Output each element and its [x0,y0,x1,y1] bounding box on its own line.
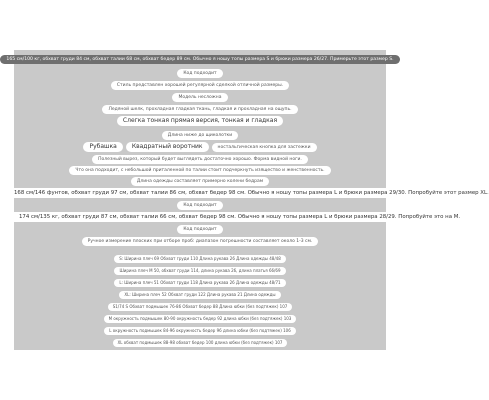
size-row-s-skirt: S1/74 S Обхват подмышек 76-86 Обхват бедер 88 Длина юбки (без подтяжек) 107 [108,303,293,311]
model-note: Модель несложна [172,93,227,102]
product-description-screen [6,50,489,350]
cut-headline: Слегка тонкая прямая версия, тонкая и гладкая [117,116,283,126]
model-1-measurements: 165 см/100 кг, обхват груди 84 см, обхват талии 68 см, обхват бедер 89 см. Обычно я ношу топы размера S и брюки размера 26/27. Примерьте этот размер S. [0,55,399,64]
square-collar-label: Квадратный воротник [126,142,209,152]
fabric-note: Ледяной шелк, прохладная гладкая ткань, гладкая и прохладная на ощупь. [102,105,297,114]
size-row-m-skirt: M окружность подмышек 80-90 окружность бедер 92 длина юбки (без подтяжек) 103 [104,315,297,323]
fit-note: Код подходит [177,69,222,78]
size-row-l-skirt: L окружность подмышек 84-96 окружность бедер 96 длина юбки (без подтяжек) 106 [104,327,296,335]
model-2-measurements: 168 см/146 фунтов, обхват груди 97 см, обхват талии 86 см, обхват бедер 98 см. Обычно я ношу топы размера L и брюки размера 29/30. Попробуйте этот размер XL. [14,190,489,196]
row-model-1 [6,54,394,64]
neckline-note: Полезный вырез, который будет выглядеть достаточно хорошо. Форма видной ноги. [92,155,308,164]
size-row-xl-skirt: XL обхват подмышек 88-98 обхват бедер 100 длина юбки (без подтяжек) 107 [113,339,288,347]
size-row-xl-top: XL: Ширина плеч 52 Обхват груди 122 Длина рукава 21 Длина одежды [119,291,280,299]
size-row-s-top: S: Ширина плеч 69 Обхват груди 110 Длина рукава 26 Длина одежды 48/48 [114,255,286,263]
size-row-l-top: L: Ширина плеч 51 Обхват груди 118 Длина рукава 26 Длина одежды 48/71 [114,279,285,287]
feature-pills [83,142,316,152]
garment-length-note: Длина одежды составляет примерно колени бедрам [131,177,269,186]
fit-note-2: Код подходит [177,201,222,210]
measurement-disclaimer: Ручное измерение плоских при отборе проб: диапазон погрешности составляет около 1-3 см. [82,237,319,246]
style-note: Стиль представлен хорошей регулярной сделкой отличной размеры. [111,81,289,90]
shirt-label: Рубашка [83,142,122,152]
length-note: Длина ниже до щиколотки [162,131,238,140]
button-note: ностальгическая кнопка для застежки [212,143,317,152]
model-3-measurements: 174 см/135 кг, обхват груди 87 см, обхват талии 66 см, обхват бедер 98 см. Обычно я ношу топы размера L и брюки размера 28/29. Попробуйте это на M. [14,212,392,222]
size-row-m-top: Ширина плеч M 50, обхват груди 114, длина рукава 26, длина платья 66/69 [114,267,285,275]
fit-note-3: Код подходит [177,225,222,234]
waist-note: Что она подходит, с небольшой приталенной по талии стоит подчеркнуть изящество и женственность. [69,166,330,175]
